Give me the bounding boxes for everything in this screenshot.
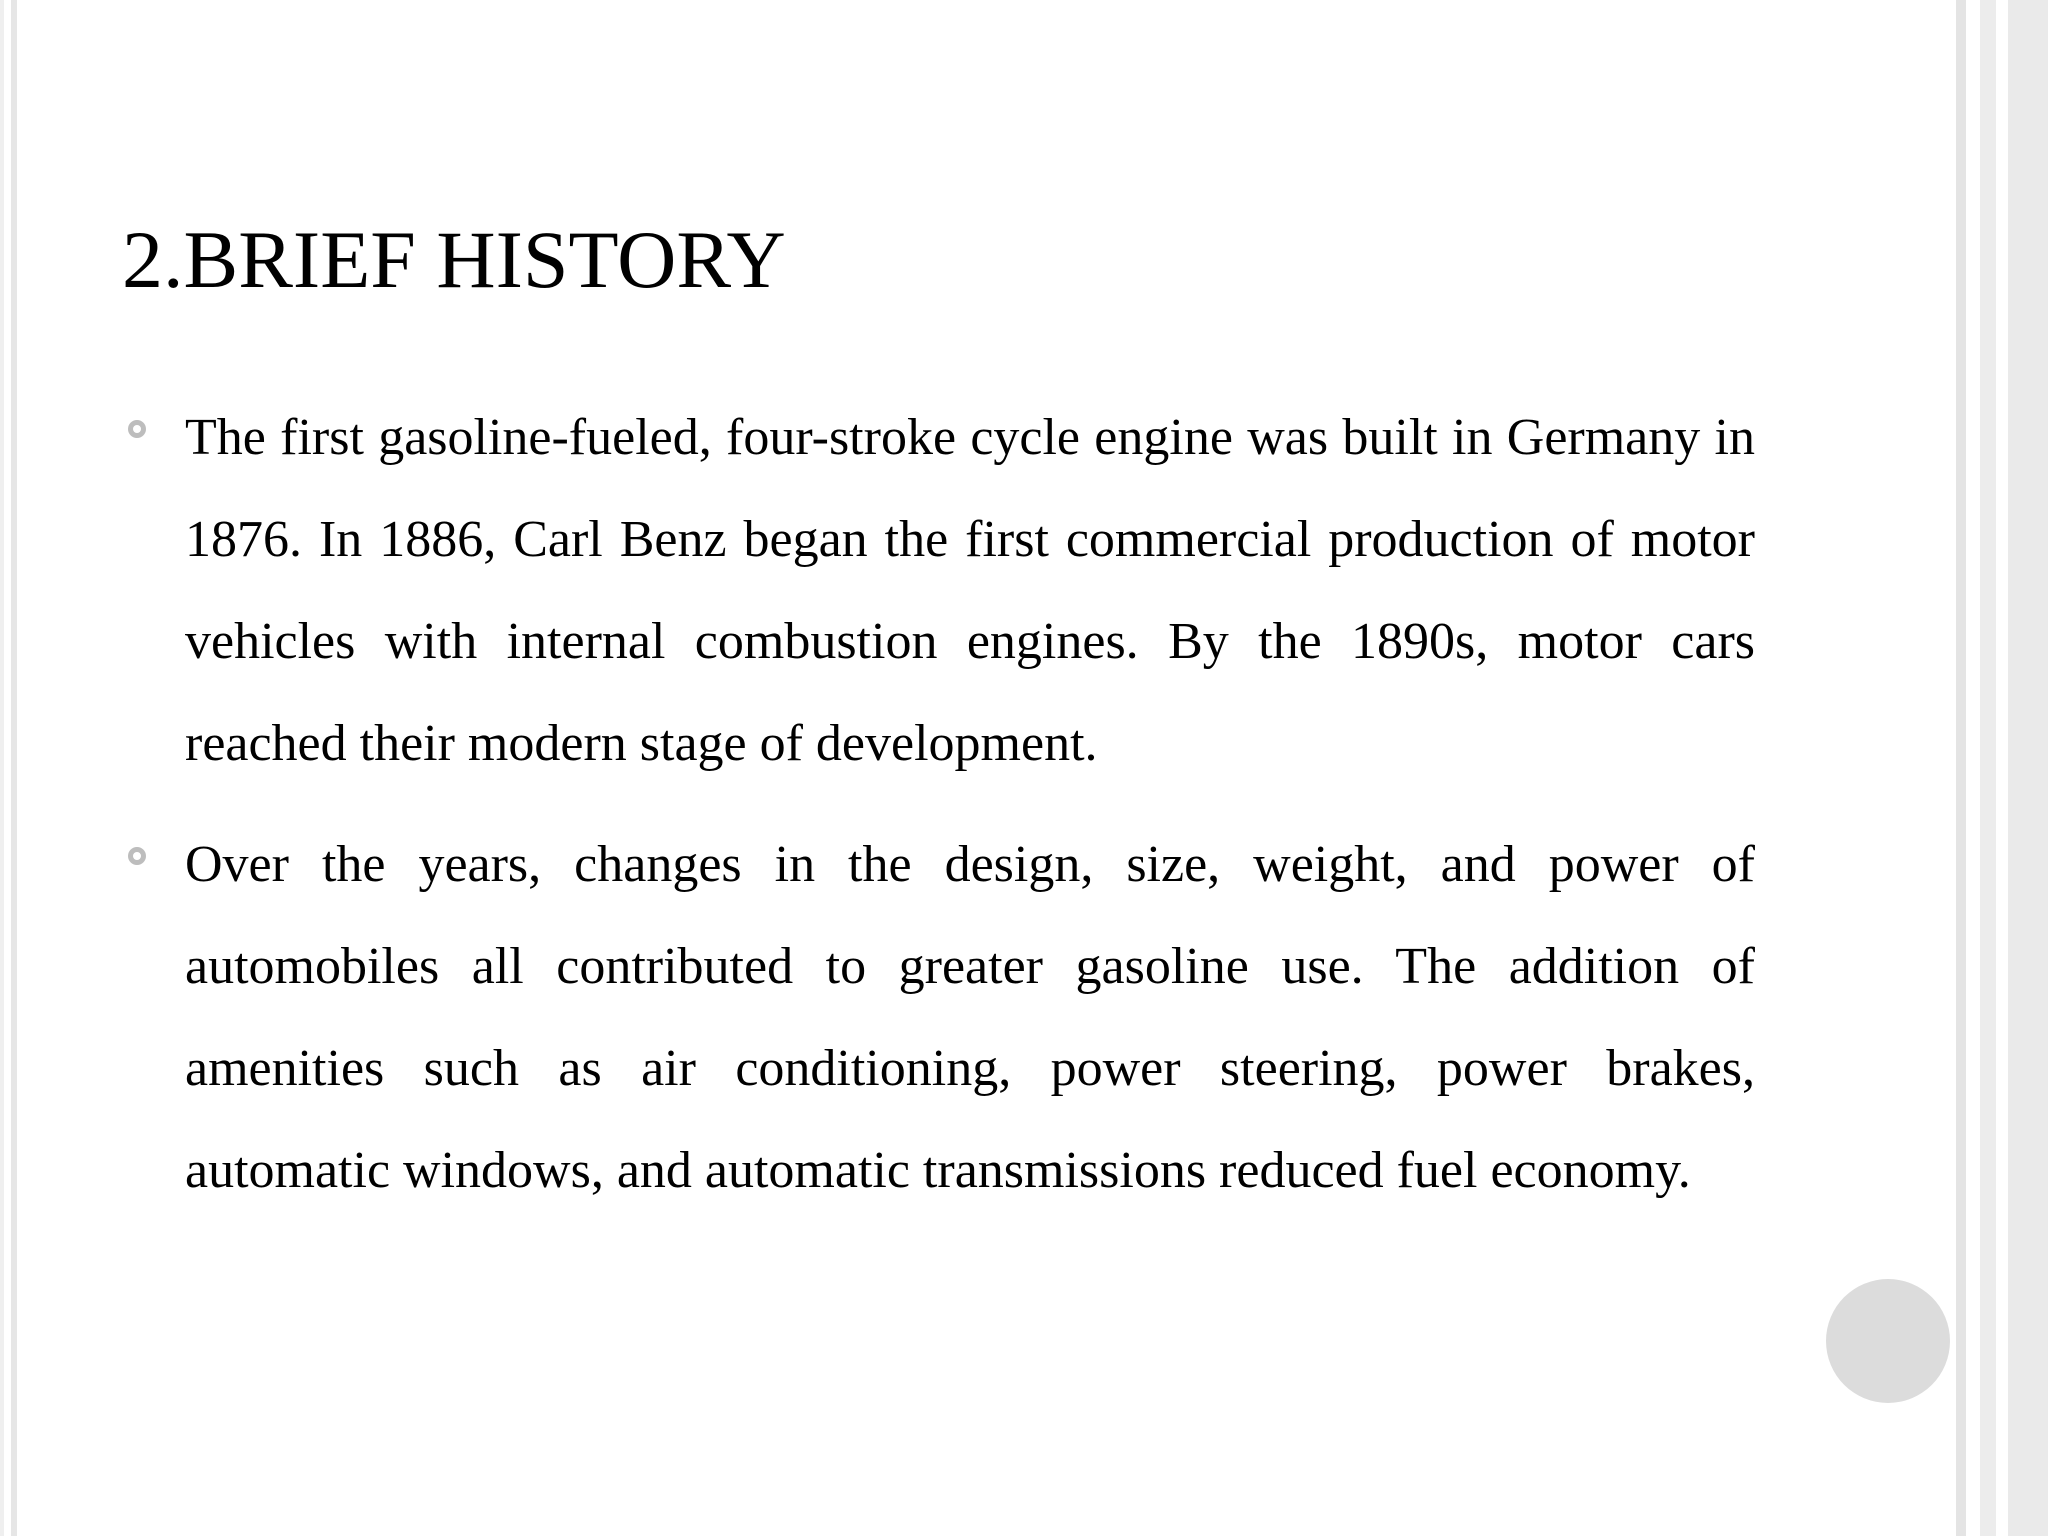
right-border-bar-middle [1980, 0, 1996, 1536]
bullet-text: Over the years, changes in the design, size, weight, and power of automobiles all contributed to greater gasoline use. The addition of amenities such as air conditioning, power steering, power brakes, automatic windows, and automatic transmissions reduced fuel economy. [185, 836, 1755, 1199]
decorative-circle [1826, 1279, 1950, 1403]
bullet-circle-icon [128, 420, 146, 438]
right-border-bar [1956, 0, 1966, 1536]
slide-title: 2.BRIEF HISTORY [122, 214, 786, 305]
left-border-line-inner [11, 0, 17, 1536]
bullet-circle-icon [128, 847, 146, 865]
bullet-text: The first gasoline-fueled, four-stroke cycle engine was built in Germany in 1876. In 1886, Carl Benz began the first commercial production of motor vehicles with internal combustion engines. By the 1890s, motor cars reached their modern stage of development. [185, 409, 1755, 772]
right-border-bar-outer [2008, 0, 2048, 1536]
left-border-line [0, 0, 4, 1536]
